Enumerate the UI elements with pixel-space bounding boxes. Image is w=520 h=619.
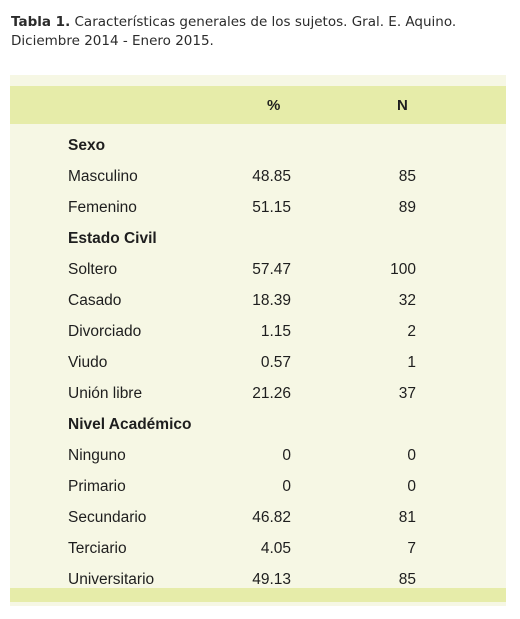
section-row: [10, 135, 506, 159]
row-label: Divorciado: [68, 323, 142, 340]
row-label: Viudo: [68, 354, 108, 371]
row-label: Terciario: [68, 540, 127, 557]
count-cell: 2: [407, 323, 416, 340]
row-label: Secundario: [68, 509, 147, 526]
row-label: Universitario: [68, 571, 155, 588]
table-caption: [11, 13, 511, 51]
percent-cell: 49.13: [252, 571, 291, 588]
row-label: Primario: [68, 478, 126, 495]
count-cell: 85: [398, 571, 416, 588]
count-cell: 100: [390, 261, 416, 278]
percent-cell: 51.15: [252, 199, 291, 216]
percent-cell: 57.47: [252, 261, 291, 278]
table-row: [10, 352, 506, 376]
table-footer-band: [10, 588, 506, 602]
table-row: [10, 507, 506, 531]
table-row: [10, 166, 506, 190]
table-row: [10, 476, 506, 500]
section-row: [10, 414, 506, 438]
percent-cell: 0: [282, 447, 291, 464]
percent-cell: 1.15: [260, 323, 291, 340]
row-label: Ninguno: [68, 447, 126, 464]
percent-cell: 0.57: [260, 354, 291, 371]
row-label: Casado: [68, 292, 122, 309]
row-label: Soltero: [68, 261, 118, 278]
table-row: [10, 538, 506, 562]
count-cell: 32: [398, 292, 416, 309]
row-label: Masculino: [68, 168, 138, 185]
header-n: N: [397, 97, 408, 114]
percent-cell: 21.26: [252, 385, 291, 402]
header-percent: %: [267, 97, 281, 114]
count-cell: 1: [407, 354, 416, 371]
table-row: [10, 383, 506, 407]
row-label: Femenino: [68, 199, 137, 216]
table-row: [10, 321, 506, 345]
section-label: Sexo: [68, 137, 106, 154]
count-cell: 89: [398, 199, 416, 216]
data-table: [10, 75, 506, 606]
caption-label: Tabla 1.: [11, 14, 71, 30]
count-cell: 37: [398, 385, 416, 402]
percent-cell: 4.05: [260, 540, 291, 557]
percent-cell: 48.85: [252, 168, 291, 185]
percent-cell: 0: [282, 478, 291, 495]
count-cell: 81: [398, 509, 416, 526]
table-row: [10, 290, 506, 314]
table-row: [10, 445, 506, 469]
table-header: [10, 86, 506, 124]
row-label: Unión libre: [68, 385, 143, 402]
section-label: Estado Civil: [68, 230, 157, 247]
count-cell: 7: [407, 540, 416, 557]
percent-cell: 46.82: [252, 509, 291, 526]
table-row: [10, 259, 506, 283]
count-cell: 0: [407, 447, 416, 464]
percent-cell: 18.39: [252, 292, 291, 309]
count-cell: 85: [398, 168, 416, 185]
section-label: Nivel Académico: [68, 416, 192, 433]
count-cell: 0: [407, 478, 416, 495]
table-row: [10, 197, 506, 221]
caption-text: Características generales de los sujetos. Gral. E. Aquino. Diciembre 2014 - Enero 2015.: [11, 14, 457, 49]
section-row: [10, 228, 506, 252]
